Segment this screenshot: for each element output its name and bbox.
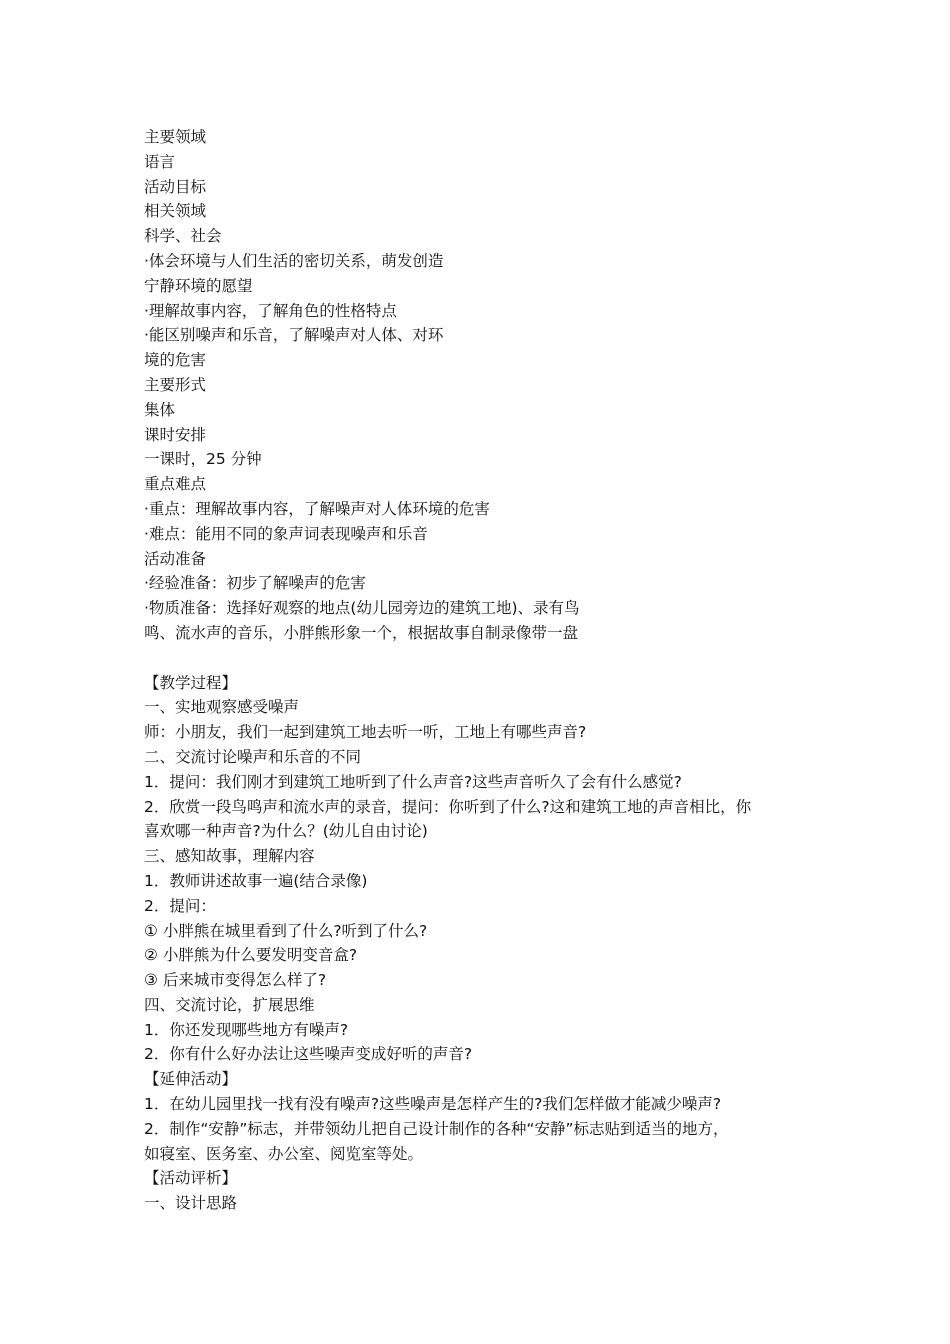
- text-line: 活动准备: [144, 549, 207, 568]
- text-line: 1．教师讲述故事一遍(结合录像): [144, 871, 368, 890]
- text-line: 1．在幼儿园里找一找有没有噪声?这些噪声是怎样产生的?我们怎样做才能减少噪声?: [144, 1095, 722, 1114]
- text-line: ·能区别噪声和乐音，了解噪声对人体、对环: [144, 326, 444, 345]
- section-heading: 【教学过程】: [144, 673, 238, 692]
- text-line: ① 小胖熊在城里看到了什么?听到了什么?: [144, 921, 428, 940]
- text-line: 喜欢哪一种声音?为什么？(幼儿自由讨论): [144, 822, 428, 841]
- text-line: ③ 后来城市变得怎么样了?: [144, 971, 327, 990]
- text-line: 师：小朋友，我们一起到建筑工地去听一听，工地上有哪些声音?: [144, 723, 587, 742]
- text-line: 主要形式: [144, 375, 207, 394]
- text-line: 语言: [144, 152, 176, 171]
- text-line: ·体会环境与人们生活的密切关系，萌发创造: [144, 251, 444, 270]
- section-heading: 【延伸活动】: [144, 1070, 238, 1089]
- text-line: 2．提问：: [144, 896, 216, 915]
- text-line: 二、交流讨论噪声和乐音的不同: [144, 747, 362, 766]
- text-line: ·经验准备：初步了解噪声的危害: [144, 574, 366, 593]
- text-line: ·重点：理解故事内容，了解噪声对人体环境的危害: [144, 499, 490, 518]
- text-line: 1．你还发现哪些地方有噪声?: [144, 1020, 349, 1039]
- text-line: 重点难点: [144, 475, 207, 494]
- text-line: 2．你有什么好办法让这些噪声变成好听的声音?: [144, 1045, 473, 1064]
- text-line: ·物质准备：选择好观察的地点(幼儿园旁边的建筑工地)、录有鸟: [144, 599, 580, 618]
- text-line: 境的危害: [144, 351, 207, 370]
- section-heading: 【活动评析】: [144, 1169, 238, 1188]
- document-body: [144, 125, 834, 1216]
- text-line: 三、感知故事，理解内容: [144, 847, 315, 866]
- text-line: 宁静环境的愿望: [144, 276, 253, 295]
- text-line: 一、实地观察感受噪声: [144, 698, 300, 717]
- text-line: 一课时，25 分钟: [144, 450, 262, 469]
- text-line: 活动目标: [144, 177, 207, 196]
- text-line: ② 小胖熊为什么要发明变音盒?: [144, 946, 358, 965]
- text-line: 如寝室、医务室、办公室、阅览室等处。: [144, 1144, 424, 1163]
- text-line: 2．欣赏一段鸟鸣声和流水声的录音，提问：你听到了什么?这和建筑工地的声音相比，你: [144, 797, 752, 816]
- text-line: 鸣、流水声的音乐，小胖熊形象一个，根据故事自制录像带一盘: [144, 623, 579, 642]
- text-line: 四、交流讨论，扩展思维: [144, 995, 315, 1014]
- text-line: 一、设计思路: [144, 1194, 238, 1213]
- blank-line: [144, 646, 834, 671]
- text-line: 1．提问：我们刚才到建筑工地听到了什么声音?这些声音听久了会有什么感觉?: [144, 772, 682, 791]
- text-line: 课时安排: [144, 425, 207, 444]
- text-line: ·难点：能用不同的象声词表现噪声和乐音: [144, 524, 428, 543]
- text-line: ·理解故事内容，了解角色的性格特点: [144, 301, 397, 320]
- text-line: 2．制作“安静”标志，并带领幼儿把自己设计制作的各种“安静”标志贴到适当的地方，: [144, 1119, 729, 1138]
- text-line: 科学、社会: [144, 227, 222, 246]
- text-line: 主要领域: [144, 128, 207, 146]
- text-line: 集体: [144, 400, 176, 419]
- text-line: 相关领域: [144, 202, 207, 221]
